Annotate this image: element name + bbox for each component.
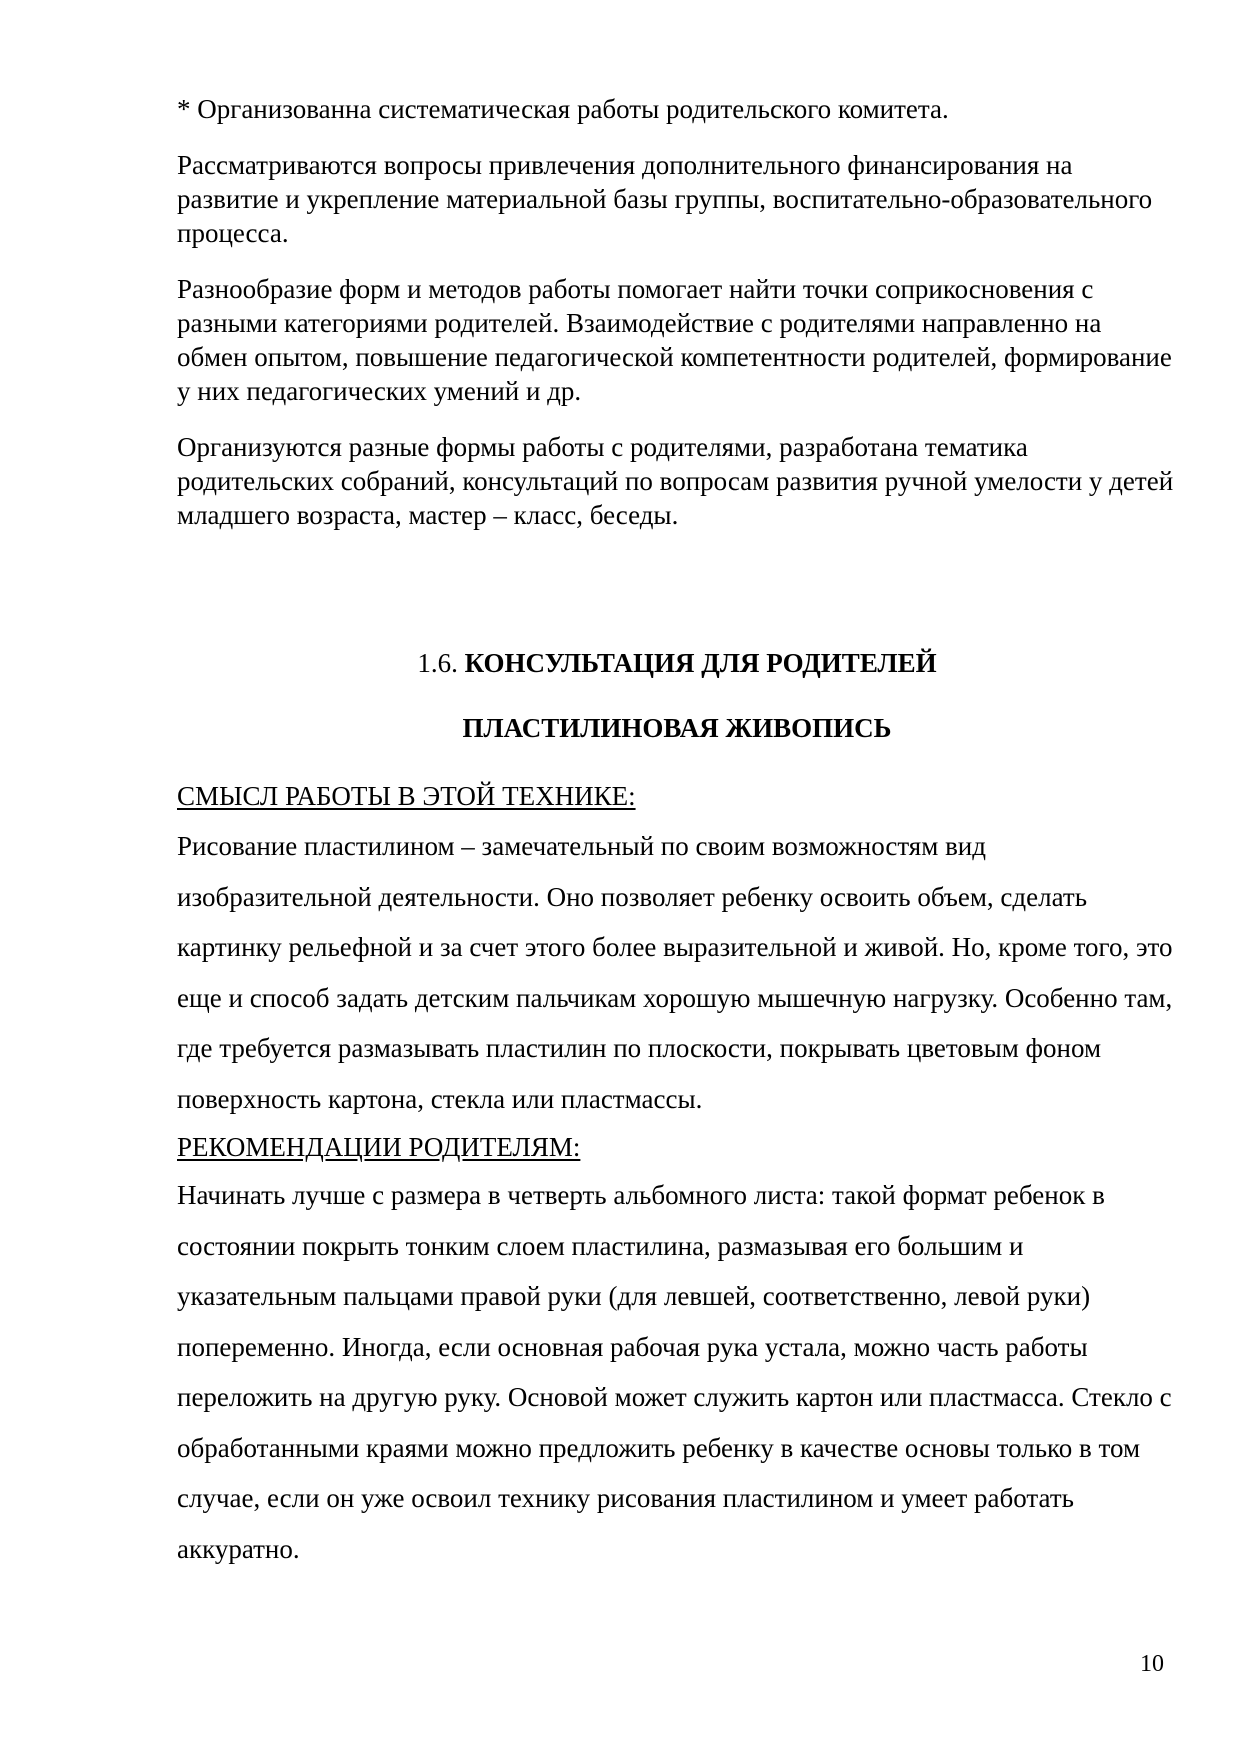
section-subtitle: ПЛАСТИЛИНОВАЯ ЖИВОПИСЬ [462, 713, 892, 743]
recommendations-text: Начинать лучше с размера в четверть альбомного листа: такой формат ребенок в состоянии покрыть тонким слоем пластилина, размазывая его большим и указательным пальцами правой руки (для левшей, соответственно, левой руки) попеременно. Иногда, если основная рабочая рука устала, можно часть работы переложить на другую руку. Основой может служить картон или пластмасса. Стекло с обработанными краями можно предложить ребенку в качестве основы только в том случае, если он уже освоил технику рисования пластилином и умеет работать аккуратно. [177, 1180, 1172, 1564]
paragraph-funding: Рассматриваются вопросы привлечения дополнительного финансирования на развитие и укрепление материальной базы группы, воспитательно-образовательного процесса. [177, 150, 1153, 248]
section-heading [177, 646, 1177, 680]
recommendations-section [177, 1130, 1177, 1574]
page-number: 10 [1140, 1651, 1164, 1677]
intro-paragraphs [177, 92, 1177, 532]
meaning-text: Рисование пластилином – замечательный по своим возможностям вид изобразительной деятельности. Оно позволяет ребенку освоить объем, сделать картинку рельефной и за счет этого более выразительной и живой. Но, кроме того, это еще и способ задать детским пальчикам хорошую мышечную нагрузку. Особенно там, где требуется размазывать пластилин по плоскости, покрывать цветовым фоном поверхность картона, стекла или пластмассы. [177, 831, 1173, 1114]
meaning-subheading: СМЫСЛ РАБОТЫ В ЭТОЙ ТЕХНИКЕ: [177, 781, 636, 811]
section-title: КОНСУЛЬТАЦИЯ ДЛЯ РОДИТЕЛЕЙ [464, 648, 937, 678]
paragraph-parent-committee: * Организованна систематическая работы родительского комитета. [177, 94, 949, 124]
meaning-section [177, 779, 1177, 1124]
recommendations-subheading: РЕКОМЕНДАЦИИ РОДИТЕЛЯМ: [177, 1132, 581, 1162]
paragraph-methods: Разнообразие форм и методов работы помогает найти точки соприкосновения с разными категориями родителей. Взаимодействие с родителями направленно на обмен опытом, повышение педагогической компетентности родителей, формирование у них педагогических умений и др. [177, 274, 1172, 406]
paragraph-forms: Организуются разные формы работы с родителями, разработана тематика родительских собраний, консультаций по вопросам развития ручной умелости у детей младшего возраста, мастер – класс, беседы. [177, 432, 1174, 530]
section-number: 1.6. [417, 648, 465, 678]
